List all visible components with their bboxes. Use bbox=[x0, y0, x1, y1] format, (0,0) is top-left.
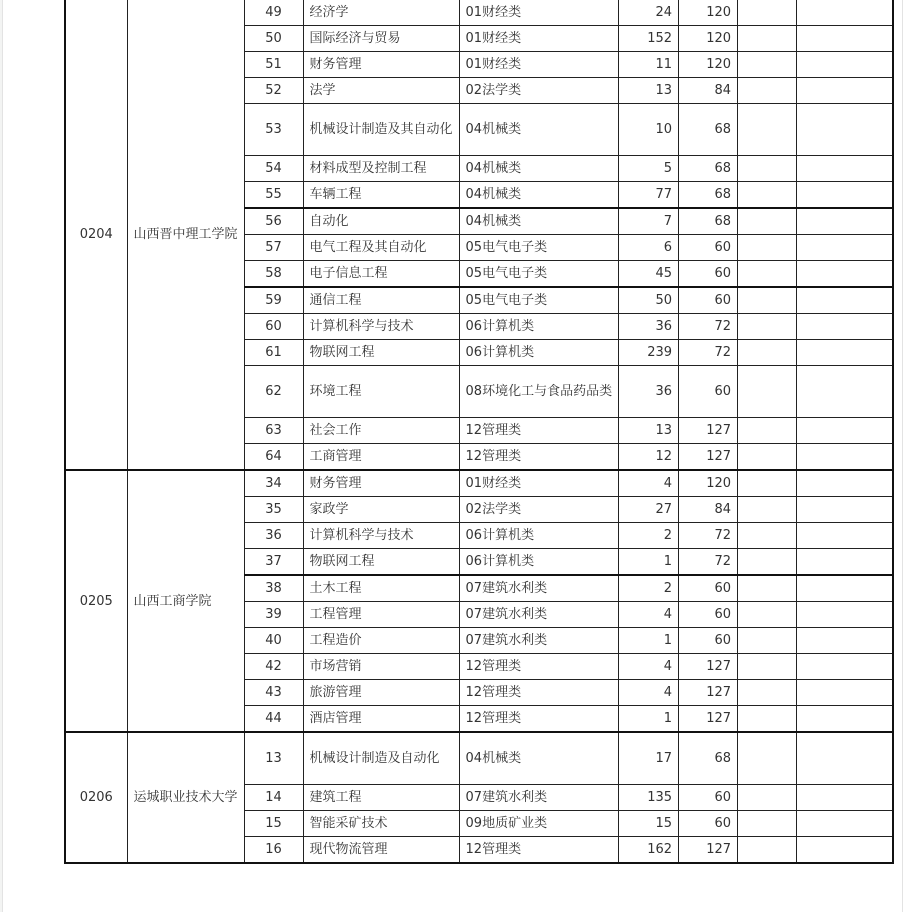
major-name-cell: 经济学 bbox=[303, 0, 459, 26]
min-score-cell: 60 bbox=[679, 810, 738, 836]
min-score-cell: 60 bbox=[679, 784, 738, 810]
major-name-cell: 电子信息工程 bbox=[303, 261, 459, 288]
empty-cell bbox=[797, 628, 893, 654]
plan-count-cell: 15 bbox=[619, 810, 679, 836]
empty-cell bbox=[797, 26, 893, 52]
category-cell: 06计算机类 bbox=[459, 314, 619, 340]
plan-count-cell: 152 bbox=[619, 26, 679, 52]
min-score-cell: 120 bbox=[679, 26, 738, 52]
major-number-cell: 15 bbox=[244, 810, 303, 836]
plan-count-cell: 4 bbox=[619, 654, 679, 680]
major-name-cell: 社会工作 bbox=[303, 418, 459, 444]
empty-cell bbox=[738, 52, 797, 78]
school-name-cell: 运城职业技术大学 bbox=[127, 732, 244, 863]
major-name-cell: 现代物流管理 bbox=[303, 836, 459, 863]
empty-cell bbox=[738, 287, 797, 314]
category-cell: 07建筑水利类 bbox=[459, 784, 619, 810]
empty-cell bbox=[797, 366, 893, 418]
min-score-cell: 68 bbox=[679, 104, 738, 156]
category-cell: 01财经类 bbox=[459, 0, 619, 26]
min-score-cell: 127 bbox=[679, 444, 738, 471]
category-cell: 12管理类 bbox=[459, 836, 619, 863]
major-number-cell: 34 bbox=[244, 470, 303, 497]
plan-count-cell: 50 bbox=[619, 287, 679, 314]
major-name-cell: 土木工程 bbox=[303, 575, 459, 602]
empty-cell bbox=[797, 182, 893, 209]
category-cell: 04机械类 bbox=[459, 182, 619, 209]
min-score-cell: 72 bbox=[679, 523, 738, 549]
empty-cell bbox=[738, 340, 797, 366]
major-number-cell: 14 bbox=[244, 784, 303, 810]
min-score-cell: 84 bbox=[679, 497, 738, 523]
major-name-cell: 物联网工程 bbox=[303, 340, 459, 366]
major-name-cell: 物联网工程 bbox=[303, 549, 459, 576]
plan-count-cell: 4 bbox=[619, 470, 679, 497]
major-number-cell: 63 bbox=[244, 418, 303, 444]
plan-count-cell: 13 bbox=[619, 78, 679, 104]
empty-cell bbox=[738, 706, 797, 733]
empty-cell bbox=[797, 523, 893, 549]
empty-cell bbox=[797, 52, 893, 78]
empty-cell bbox=[797, 549, 893, 576]
major-number-cell: 52 bbox=[244, 78, 303, 104]
min-score-cell: 127 bbox=[679, 654, 738, 680]
school-name-cell: 山西工商学院 bbox=[127, 470, 244, 732]
empty-cell bbox=[797, 784, 893, 810]
plan-count-cell: 17 bbox=[619, 732, 679, 784]
major-number-cell: 44 bbox=[244, 706, 303, 733]
empty-cell bbox=[738, 497, 797, 523]
min-score-cell: 72 bbox=[679, 340, 738, 366]
category-cell: 01财经类 bbox=[459, 470, 619, 497]
empty-cell bbox=[738, 470, 797, 497]
empty-cell bbox=[797, 602, 893, 628]
table-row bbox=[65, 0, 893, 26]
category-cell: 08环境化工与食品药品类 bbox=[459, 366, 619, 418]
empty-cell bbox=[797, 104, 893, 156]
major-name-cell: 市场营销 bbox=[303, 654, 459, 680]
empty-cell bbox=[797, 810, 893, 836]
empty-cell bbox=[797, 156, 893, 182]
plan-count-cell: 162 bbox=[619, 836, 679, 863]
min-score-cell: 60 bbox=[679, 575, 738, 602]
min-score-cell: 68 bbox=[679, 182, 738, 209]
major-name-cell: 家政学 bbox=[303, 497, 459, 523]
min-score-cell: 68 bbox=[679, 732, 738, 784]
empty-cell bbox=[738, 314, 797, 340]
table-body bbox=[65, 0, 893, 863]
category-cell: 12管理类 bbox=[459, 706, 619, 733]
plan-count-cell: 4 bbox=[619, 680, 679, 706]
major-name-cell: 自动化 bbox=[303, 208, 459, 235]
empty-cell bbox=[797, 287, 893, 314]
school-code-cell: 0206 bbox=[65, 732, 127, 863]
empty-cell bbox=[797, 261, 893, 288]
category-cell: 07建筑水利类 bbox=[459, 602, 619, 628]
empty-cell bbox=[738, 444, 797, 471]
plan-count-cell: 5 bbox=[619, 156, 679, 182]
major-name-cell: 机械设计制造及其自动化 bbox=[303, 104, 459, 156]
major-name-cell: 建筑工程 bbox=[303, 784, 459, 810]
major-number-cell: 55 bbox=[244, 182, 303, 209]
min-score-cell: 60 bbox=[679, 261, 738, 288]
empty-cell bbox=[738, 784, 797, 810]
category-cell: 05电气电子类 bbox=[459, 287, 619, 314]
empty-cell bbox=[797, 314, 893, 340]
empty-cell bbox=[738, 261, 797, 288]
empty-cell bbox=[797, 497, 893, 523]
major-number-cell: 39 bbox=[244, 602, 303, 628]
min-score-cell: 127 bbox=[679, 418, 738, 444]
empty-cell bbox=[738, 104, 797, 156]
category-cell: 04机械类 bbox=[459, 208, 619, 235]
category-cell: 01财经类 bbox=[459, 26, 619, 52]
major-number-cell: 62 bbox=[244, 366, 303, 418]
table-row bbox=[65, 732, 893, 784]
empty-cell bbox=[738, 366, 797, 418]
empty-cell bbox=[797, 235, 893, 261]
major-name-cell: 计算机科学与技术 bbox=[303, 314, 459, 340]
empty-cell bbox=[738, 0, 797, 26]
empty-cell bbox=[797, 654, 893, 680]
major-name-cell: 工程管理 bbox=[303, 602, 459, 628]
major-name-cell: 法学 bbox=[303, 78, 459, 104]
document-panel bbox=[2, 0, 903, 912]
min-score-cell: 127 bbox=[679, 680, 738, 706]
min-score-cell: 60 bbox=[679, 366, 738, 418]
major-name-cell: 电气工程及其自动化 bbox=[303, 235, 459, 261]
enrollment-table bbox=[64, 0, 894, 864]
empty-cell bbox=[738, 26, 797, 52]
empty-cell bbox=[797, 208, 893, 235]
school-code-cell: 0205 bbox=[65, 470, 127, 732]
empty-cell bbox=[797, 0, 893, 26]
min-score-cell: 60 bbox=[679, 235, 738, 261]
min-score-cell: 68 bbox=[679, 156, 738, 182]
plan-count-cell: 7 bbox=[619, 208, 679, 235]
major-number-cell: 16 bbox=[244, 836, 303, 863]
min-score-cell: 120 bbox=[679, 470, 738, 497]
major-number-cell: 58 bbox=[244, 261, 303, 288]
major-name-cell: 工程造价 bbox=[303, 628, 459, 654]
plan-count-cell: 27 bbox=[619, 497, 679, 523]
major-number-cell: 57 bbox=[244, 235, 303, 261]
empty-cell bbox=[738, 549, 797, 576]
category-cell: 05电气电子类 bbox=[459, 235, 619, 261]
min-score-cell: 127 bbox=[679, 706, 738, 733]
empty-cell bbox=[797, 418, 893, 444]
major-name-cell: 通信工程 bbox=[303, 287, 459, 314]
major-number-cell: 35 bbox=[244, 497, 303, 523]
category-cell: 05电气电子类 bbox=[459, 261, 619, 288]
empty-cell bbox=[738, 235, 797, 261]
plan-count-cell: 13 bbox=[619, 418, 679, 444]
empty-cell bbox=[738, 182, 797, 209]
plan-count-cell: 6 bbox=[619, 235, 679, 261]
major-name-cell: 工商管理 bbox=[303, 444, 459, 471]
category-cell: 06计算机类 bbox=[459, 340, 619, 366]
major-number-cell: 50 bbox=[244, 26, 303, 52]
empty-cell bbox=[738, 836, 797, 863]
plan-count-cell: 36 bbox=[619, 366, 679, 418]
major-number-cell: 53 bbox=[244, 104, 303, 156]
major-name-cell: 计算机科学与技术 bbox=[303, 523, 459, 549]
empty-cell bbox=[738, 810, 797, 836]
empty-cell bbox=[738, 628, 797, 654]
min-score-cell: 60 bbox=[679, 602, 738, 628]
plan-count-cell: 1 bbox=[619, 706, 679, 733]
major-number-cell: 13 bbox=[244, 732, 303, 784]
empty-cell bbox=[738, 680, 797, 706]
major-number-cell: 54 bbox=[244, 156, 303, 182]
empty-cell bbox=[797, 836, 893, 863]
empty-cell bbox=[797, 340, 893, 366]
plan-count-cell: 2 bbox=[619, 575, 679, 602]
school-code-cell: 0204 bbox=[65, 0, 127, 470]
min-score-cell: 72 bbox=[679, 314, 738, 340]
major-number-cell: 40 bbox=[244, 628, 303, 654]
empty-cell bbox=[738, 156, 797, 182]
empty-cell bbox=[797, 78, 893, 104]
empty-cell bbox=[738, 523, 797, 549]
major-name-cell: 机械设计制造及自动化 bbox=[303, 732, 459, 784]
plan-count-cell: 4 bbox=[619, 602, 679, 628]
major-number-cell: 64 bbox=[244, 444, 303, 471]
min-score-cell: 60 bbox=[679, 628, 738, 654]
plan-count-cell: 1 bbox=[619, 628, 679, 654]
category-cell: 07建筑水利类 bbox=[459, 628, 619, 654]
plan-count-cell: 10 bbox=[619, 104, 679, 156]
plan-count-cell: 11 bbox=[619, 52, 679, 78]
min-score-cell: 120 bbox=[679, 52, 738, 78]
major-name-cell: 财务管理 bbox=[303, 52, 459, 78]
category-cell: 01财经类 bbox=[459, 52, 619, 78]
category-cell: 02法学类 bbox=[459, 78, 619, 104]
category-cell: 12管理类 bbox=[459, 418, 619, 444]
major-number-cell: 43 bbox=[244, 680, 303, 706]
major-number-cell: 36 bbox=[244, 523, 303, 549]
table-row bbox=[65, 470, 893, 497]
empty-cell bbox=[797, 470, 893, 497]
major-name-cell: 国际经济与贸易 bbox=[303, 26, 459, 52]
empty-cell bbox=[797, 575, 893, 602]
major-number-cell: 59 bbox=[244, 287, 303, 314]
major-name-cell: 旅游管理 bbox=[303, 680, 459, 706]
major-number-cell: 61 bbox=[244, 340, 303, 366]
major-name-cell: 车辆工程 bbox=[303, 182, 459, 209]
category-cell: 12管理类 bbox=[459, 680, 619, 706]
major-name-cell: 环境工程 bbox=[303, 366, 459, 418]
major-number-cell: 51 bbox=[244, 52, 303, 78]
major-number-cell: 49 bbox=[244, 0, 303, 26]
plan-count-cell: 12 bbox=[619, 444, 679, 471]
plan-count-cell: 24 bbox=[619, 0, 679, 26]
empty-cell bbox=[738, 418, 797, 444]
major-name-cell: 智能采矿技术 bbox=[303, 810, 459, 836]
min-score-cell: 68 bbox=[679, 208, 738, 235]
category-cell: 07建筑水利类 bbox=[459, 575, 619, 602]
plan-count-cell: 239 bbox=[619, 340, 679, 366]
empty-cell bbox=[738, 78, 797, 104]
major-name-cell: 酒店管理 bbox=[303, 706, 459, 733]
min-score-cell: 120 bbox=[679, 0, 738, 26]
major-number-cell: 37 bbox=[244, 549, 303, 576]
category-cell: 04机械类 bbox=[459, 732, 619, 784]
min-score-cell: 84 bbox=[679, 78, 738, 104]
empty-cell bbox=[797, 444, 893, 471]
category-cell: 09地质矿业类 bbox=[459, 810, 619, 836]
major-number-cell: 60 bbox=[244, 314, 303, 340]
major-number-cell: 38 bbox=[244, 575, 303, 602]
major-number-cell: 56 bbox=[244, 208, 303, 235]
empty-cell bbox=[797, 680, 893, 706]
major-name-cell: 材料成型及控制工程 bbox=[303, 156, 459, 182]
category-cell: 06计算机类 bbox=[459, 549, 619, 576]
plan-count-cell: 135 bbox=[619, 784, 679, 810]
major-name-cell: 财务管理 bbox=[303, 470, 459, 497]
empty-cell bbox=[738, 602, 797, 628]
empty-cell bbox=[797, 732, 893, 784]
category-cell: 02法学类 bbox=[459, 497, 619, 523]
empty-cell bbox=[738, 575, 797, 602]
category-cell: 04机械类 bbox=[459, 156, 619, 182]
major-number-cell: 42 bbox=[244, 654, 303, 680]
category-cell: 04机械类 bbox=[459, 104, 619, 156]
plan-count-cell: 45 bbox=[619, 261, 679, 288]
category-cell: 12管理类 bbox=[459, 444, 619, 471]
school-name-cell: 山西晋中理工学院 bbox=[127, 0, 244, 470]
min-score-cell: 127 bbox=[679, 836, 738, 863]
category-cell: 12管理类 bbox=[459, 654, 619, 680]
min-score-cell: 72 bbox=[679, 549, 738, 576]
min-score-cell: 60 bbox=[679, 287, 738, 314]
empty-cell bbox=[797, 706, 893, 733]
plan-count-cell: 2 bbox=[619, 523, 679, 549]
plan-count-cell: 36 bbox=[619, 314, 679, 340]
empty-cell bbox=[738, 654, 797, 680]
plan-count-cell: 77 bbox=[619, 182, 679, 209]
empty-cell bbox=[738, 208, 797, 235]
plan-count-cell: 1 bbox=[619, 549, 679, 576]
empty-cell bbox=[738, 732, 797, 784]
category-cell: 06计算机类 bbox=[459, 523, 619, 549]
